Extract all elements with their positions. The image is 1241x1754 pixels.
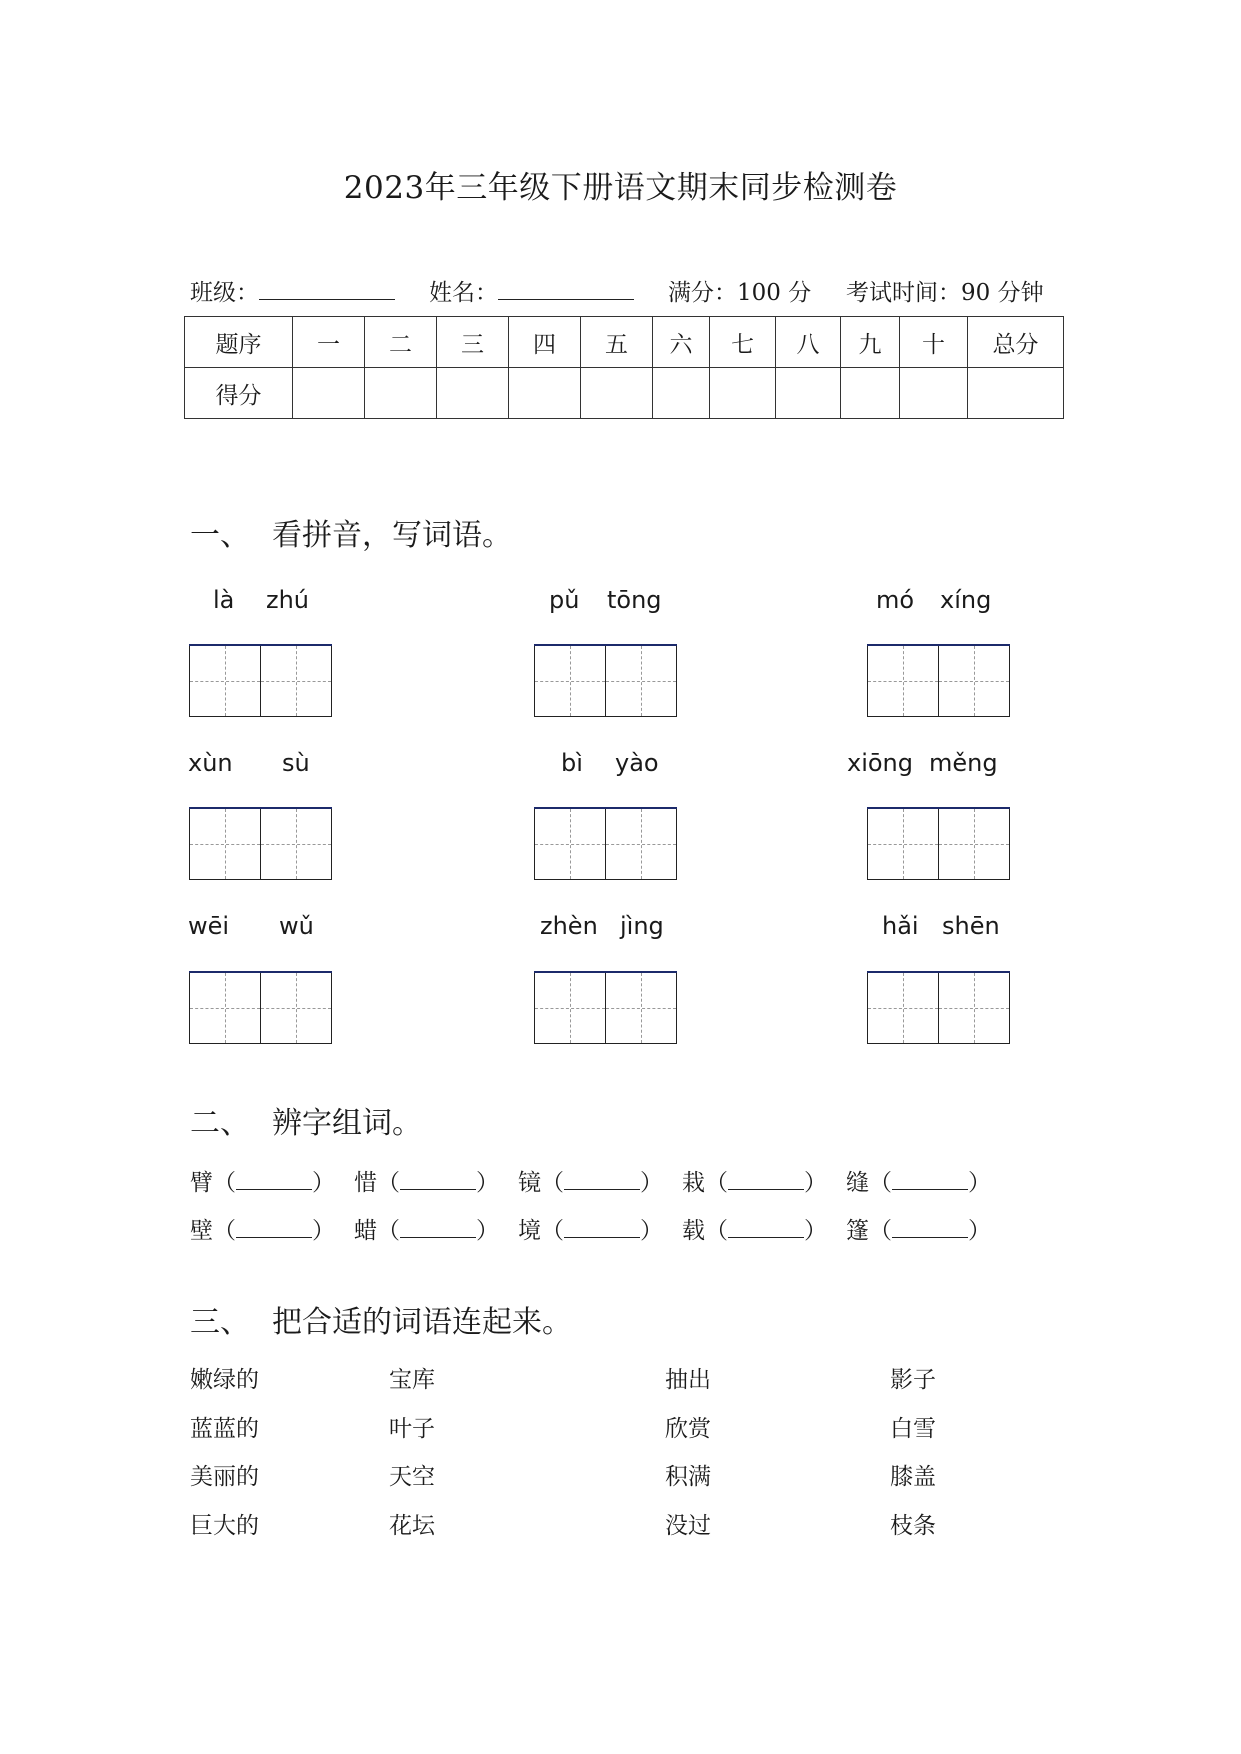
score-cell[interactable]: [710, 368, 776, 419]
section3-title: 把合适的词语连起来。: [272, 1305, 572, 1340]
score-cell[interactable]: [968, 368, 1064, 419]
pinyin-label: wēi wǔ: [188, 912, 314, 940]
writing-grid[interactable]: [867, 808, 1011, 880]
pinyin-label: mó xíng: [876, 586, 992, 614]
name-input-line[interactable]: [498, 277, 634, 300]
pinyin-label: pǔ tōng: [549, 586, 662, 614]
exam-info-row: [0, 274, 1241, 308]
match-word[interactable]: 白雪: [890, 1416, 936, 1442]
section1-heading: [190, 510, 512, 554]
answer-blank[interactable]: [564, 1217, 640, 1238]
page-title: 2023年三年级下册语文期末同步检测卷: [343, 170, 898, 206]
pinyin-label: xùn sù: [188, 749, 310, 777]
zuci-row-2: [190, 1212, 1010, 1245]
pinyin-label: hǎi shēn: [882, 912, 1000, 940]
answer-blank[interactable]: [564, 1169, 640, 1190]
writing-grid[interactable]: [189, 808, 333, 880]
writing-grid[interactable]: [534, 972, 678, 1044]
pinyin-label: xiōng měng: [847, 749, 998, 777]
answer-blank[interactable]: [236, 1169, 312, 1190]
score-header-cell: 二: [365, 317, 437, 368]
zuci-item: 栽（ ）: [682, 1170, 827, 1196]
score-header-cell: 八: [776, 317, 841, 368]
section3-heading: [190, 1297, 572, 1341]
score-table: [184, 316, 1064, 419]
zuci-row-1: [190, 1164, 1010, 1197]
exam-time-text: 考试时间：90 分钟: [846, 280, 1044, 306]
section1-title: 看拼音，写词语。: [272, 518, 512, 553]
score-cell[interactable]: [776, 368, 841, 419]
answer-blank[interactable]: [400, 1169, 476, 1190]
match-word[interactable]: 宝库: [389, 1367, 435, 1393]
writing-grid[interactable]: [534, 645, 678, 717]
full-score-text: 满分：100 分: [668, 280, 812, 306]
answer-blank[interactable]: [892, 1169, 968, 1190]
match-word[interactable]: 枝条: [890, 1513, 936, 1539]
score-header-cell: 七: [710, 317, 776, 368]
answer-blank[interactable]: [400, 1217, 476, 1238]
name-label: 姓名：: [429, 280, 498, 306]
score-row-label: 得分: [185, 368, 293, 419]
score-cell[interactable]: [841, 368, 900, 419]
score-header-cell: 总分: [968, 317, 1064, 368]
zuci-item: 缝（ ）: [846, 1170, 991, 1196]
score-cell[interactable]: [365, 368, 437, 419]
zuci-item: 蜡（ ）: [354, 1218, 499, 1244]
match-word[interactable]: 天空: [389, 1464, 435, 1490]
pinyin-label: là zhú: [213, 586, 310, 614]
score-header-cell: 题序: [185, 317, 293, 368]
score-cell[interactable]: [653, 368, 710, 419]
pinyin-label: zhèn jìng: [540, 912, 664, 940]
score-cell[interactable]: [581, 368, 653, 419]
score-table-score-row: [185, 368, 1064, 419]
score-table-header-row: [185, 317, 1064, 368]
match-word[interactable]: 影子: [890, 1367, 936, 1393]
section2-number: 二、: [190, 1106, 250, 1141]
match-word[interactable]: 嫩绿的: [190, 1367, 259, 1393]
writing-grid[interactable]: [189, 645, 333, 717]
writing-grid[interactable]: [867, 645, 1011, 717]
zuci-item: 壁（ ）: [190, 1218, 335, 1244]
score-cell[interactable]: [509, 368, 581, 419]
zuci-item: 载（ ）: [682, 1218, 827, 1244]
score-cell[interactable]: [293, 368, 365, 419]
score-header-cell: 六: [653, 317, 710, 368]
score-header-cell: 一: [293, 317, 365, 368]
score-header-cell: 十: [900, 317, 968, 368]
answer-blank[interactable]: [892, 1217, 968, 1238]
zuci-item: 镜（ ）: [518, 1170, 663, 1196]
section2-title: 辨字组词。: [272, 1106, 422, 1141]
match-word[interactable]: 叶子: [389, 1416, 435, 1442]
score-cell[interactable]: [900, 368, 968, 419]
writing-grid[interactable]: [189, 972, 333, 1044]
score-header-cell: 四: [509, 317, 581, 368]
zuci-item: 惜（ ）: [354, 1170, 499, 1196]
class-field: [190, 274, 395, 307]
match-word[interactable]: 欣赏: [665, 1416, 711, 1442]
zuci-item: 境（ ）: [518, 1218, 663, 1244]
class-label: 班级：: [190, 280, 259, 306]
match-word[interactable]: 巨大的: [190, 1513, 259, 1539]
zuci-item: 篷（ ）: [846, 1218, 991, 1244]
section1-number: 一、: [190, 518, 250, 553]
score-header-cell: 三: [437, 317, 509, 368]
answer-blank[interactable]: [728, 1169, 804, 1190]
name-field: [429, 274, 634, 307]
match-word[interactable]: 抽出: [665, 1367, 711, 1393]
score-cell[interactable]: [437, 368, 509, 419]
score-header-cell: 九: [841, 317, 900, 368]
writing-grid[interactable]: [867, 972, 1011, 1044]
answer-blank[interactable]: [728, 1217, 804, 1238]
match-word[interactable]: 膝盖: [890, 1464, 936, 1490]
match-word[interactable]: 积满: [665, 1464, 711, 1490]
pinyin-label: bì yào: [561, 749, 659, 777]
match-word[interactable]: 花坛: [389, 1513, 435, 1539]
class-input-line[interactable]: [259, 277, 395, 300]
section3-number: 三、: [190, 1305, 250, 1340]
writing-grid[interactable]: [534, 808, 678, 880]
score-header-cell: 五: [581, 317, 653, 368]
match-word[interactable]: 蓝蓝的: [190, 1416, 259, 1442]
section2-heading: [190, 1098, 422, 1142]
zuci-item: 臂（ ）: [190, 1170, 335, 1196]
answer-blank[interactable]: [236, 1217, 312, 1238]
match-word[interactable]: 美丽的: [190, 1464, 259, 1490]
match-word[interactable]: 没过: [665, 1513, 711, 1539]
